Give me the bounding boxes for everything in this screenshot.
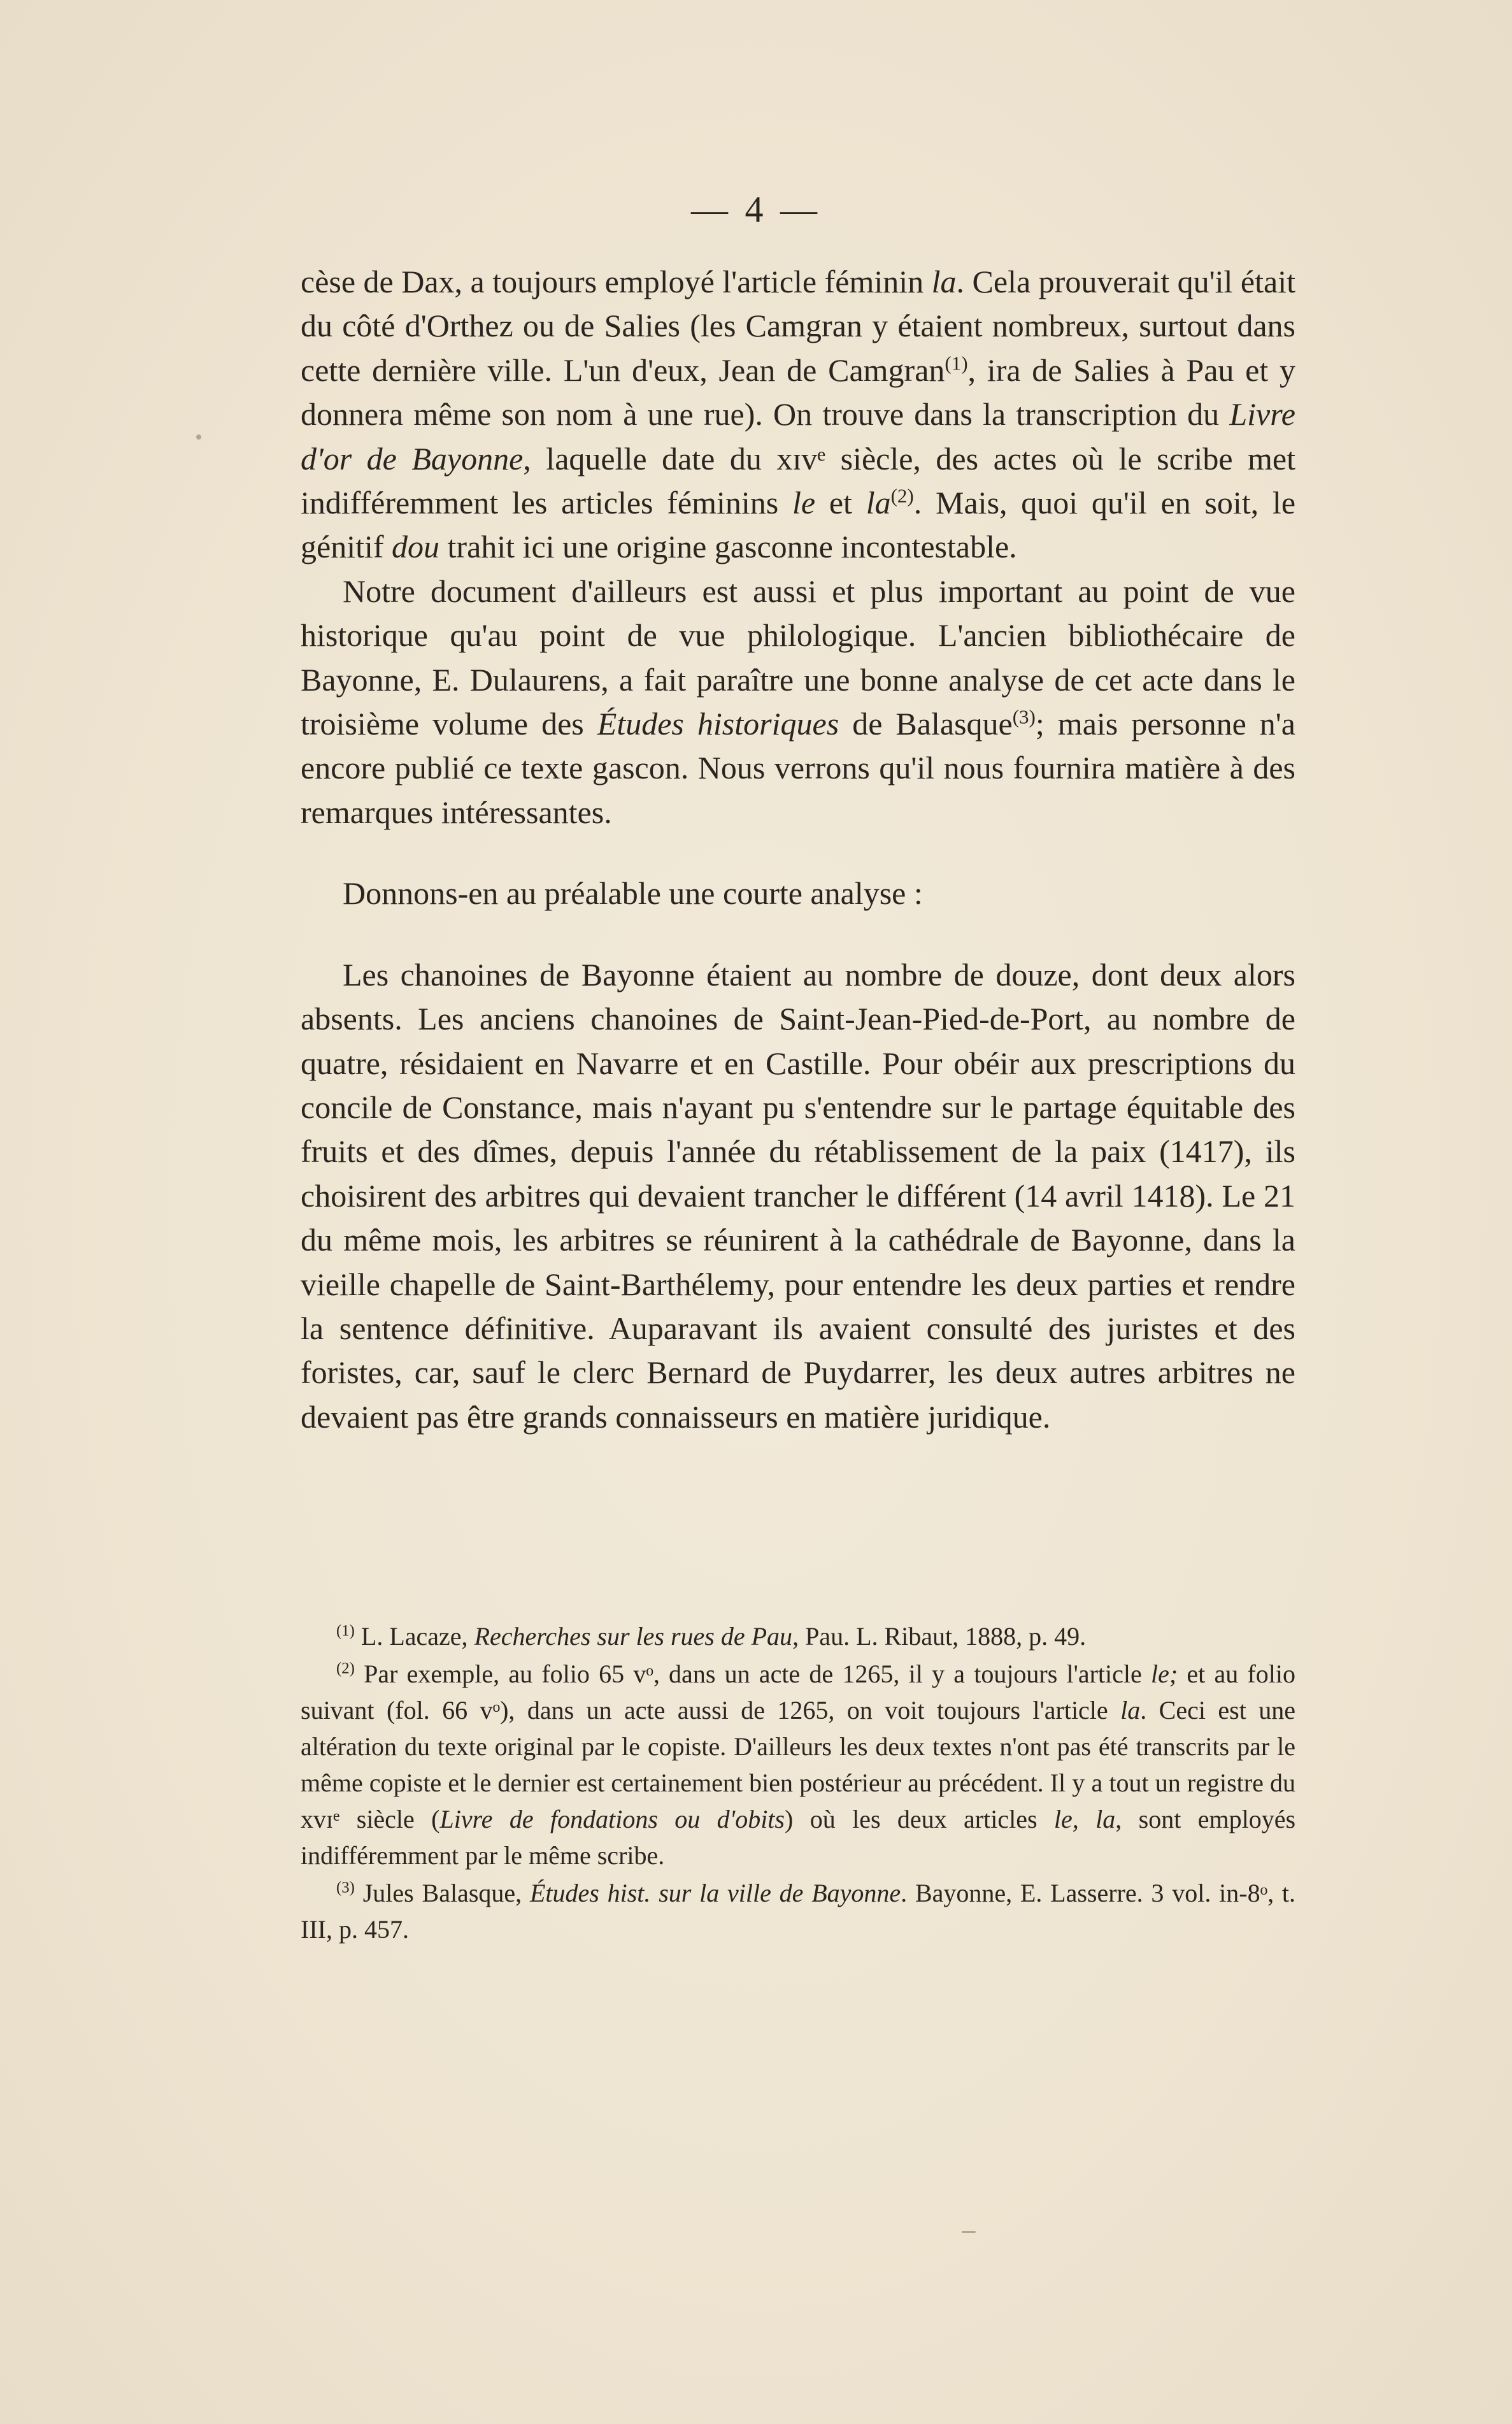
- text-run: . Cela prouverait qu'il était du côté d'Orthez ou de Salies (les Camgran y étaient nombreux, surtout dans cette dernière ville. L'un d'eux, Jean de Camgran: [301, 264, 1295, 388]
- paragraph: [301, 953, 1295, 1439]
- italic-text: Livre d'or de Bayonne: [301, 396, 1295, 477]
- footnote: [301, 1618, 1295, 1654]
- text-run: Donnons-en au préalable une courte analyse :: [343, 875, 923, 912]
- text-run: , Pau. L. Ribaut, 1888, p. 49.: [792, 1622, 1087, 1651]
- footnote-ref: (3): [336, 1879, 355, 1897]
- italic-text: le;: [1151, 1660, 1178, 1688]
- page-number: — 4 —: [691, 189, 821, 230]
- text-run: de Balasque: [839, 706, 1013, 742]
- footnote-ref: (2): [336, 1660, 355, 1677]
- italic-text: Recherches sur les rues de Pau: [474, 1622, 793, 1651]
- italic-text: le: [792, 485, 816, 521]
- text-run: , sont employés indifféremment par le même scribe.: [301, 1805, 1296, 1870]
- text-run: Jules Balasque,: [354, 1879, 530, 1907]
- italic-text: Livre de fondations ou d'obits: [439, 1805, 785, 1833]
- footnote: [301, 1875, 1295, 1947]
- text-run: . Ceci est une altération du texte original par le copiste. D'ailleurs les deux textes n'ont pas été transcrits par le même copiste et le dernier est certainement bien postérieur au précédent. Il y a tout un registre du xvɪᵉ siècle (: [301, 1696, 1295, 1833]
- footnote-ref: (1): [336, 1622, 355, 1640]
- footnote-ref: (1): [945, 352, 968, 375]
- paragraph: [301, 570, 1295, 835]
- text-run: ) où les deux articles: [785, 1805, 1054, 1833]
- text-run: cèse de Dax, a toujours employé l'article féminin: [301, 264, 932, 299]
- text-run: trahit ici une origine gasconne incontestable.: [439, 529, 1017, 565]
- text-run: , laquelle date du xɪvᵉ siècle, des actes où le scribe met indifféremment les articles féminins: [301, 440, 1295, 521]
- footnote-ref: (2): [890, 484, 914, 507]
- text-run: L. Lacaze,: [354, 1622, 474, 1651]
- footnote-ref: (3): [1012, 705, 1036, 728]
- footnotes: [301, 1618, 1295, 1947]
- text-run: ; mais personne n'a encore publié ce texte gascon. Nous verrons qu'il nous fournira matière à des remarques intéressantes.: [301, 706, 1296, 830]
- paper-speck: [196, 434, 201, 440]
- text-run: Par exemple, au folio 65 vᵒ, dans un acte de 1265, il y a toujours l'article: [354, 1660, 1151, 1688]
- text-run: et: [815, 485, 866, 521]
- footnote: [301, 1656, 1295, 1874]
- text-run: Notre document d'ailleurs est aussi et plus important au point de vue historique qu'au point de vue philologique. L'ancien bibliothécaire de Bayonne, E. Dulaurens, a fait paraître une bonne analyse de cet acte dans le troisième volume des: [301, 573, 1295, 742]
- italic-text: la: [931, 264, 957, 299]
- text-run: . Bayonne, E. Lasserre. 3 vol. in-8ᵒ, t. III, p. 457.: [301, 1879, 1295, 1944]
- paragraph: [301, 871, 1295, 915]
- italic-text: Études historiques: [597, 706, 839, 742]
- italic-text: le, la: [1053, 1805, 1116, 1833]
- text-run: et au folio suivant (fol. 66 vᵒ), dans un acte aussi de 1265, on voit toujours l'article: [301, 1660, 1295, 1725]
- text-run: Les chanoines de Bayonne étaient au nombre de douze, dont deux alors absents. Les anciens chanoines de Saint-Jean-Pied-de-Port, au nombre de quatre, résidaient en Navarre et en Castille. Pour obéir aux prescriptions du concile de Constance, mais n'ayant pu s'entendre sur le partage équitable des fruits et des dîmes, depuis l'année du rétablissement de la paix (1417), ils choisirent des arbitres qui devaient trancher le différent (14 avril 1418). Le 21 du même mois, les arbitres se réunirent à la cathédrale de Bayonne, dans la vieille chapelle de Saint-Barthélemy, pour entendre les deux parties et rendre la sentence définitive. Auparavant ils avaient consulté des juristes et des foristes, car, sauf le clerc Bernard de Puydarrer, les deux autres arbitres ne devaient pas être grands connaisseurs en matière juridique.: [301, 956, 1295, 1435]
- italic-text: la: [866, 485, 891, 521]
- text-run: , ira de Salies à Pau et y donnera même son nom à une rue). On trouve dans la transcription du: [301, 352, 1296, 433]
- paper-speck: [962, 2231, 976, 2233]
- italic-text: la: [1120, 1696, 1141, 1725]
- text-run: . Mais, quoi qu'il en soit, le génitif: [301, 485, 1296, 565]
- main-text: [301, 260, 1295, 1439]
- italic-text: dou: [392, 529, 440, 565]
- paragraph: [301, 260, 1295, 570]
- italic-text: Études hist. sur la ville de Bayonne: [529, 1879, 901, 1907]
